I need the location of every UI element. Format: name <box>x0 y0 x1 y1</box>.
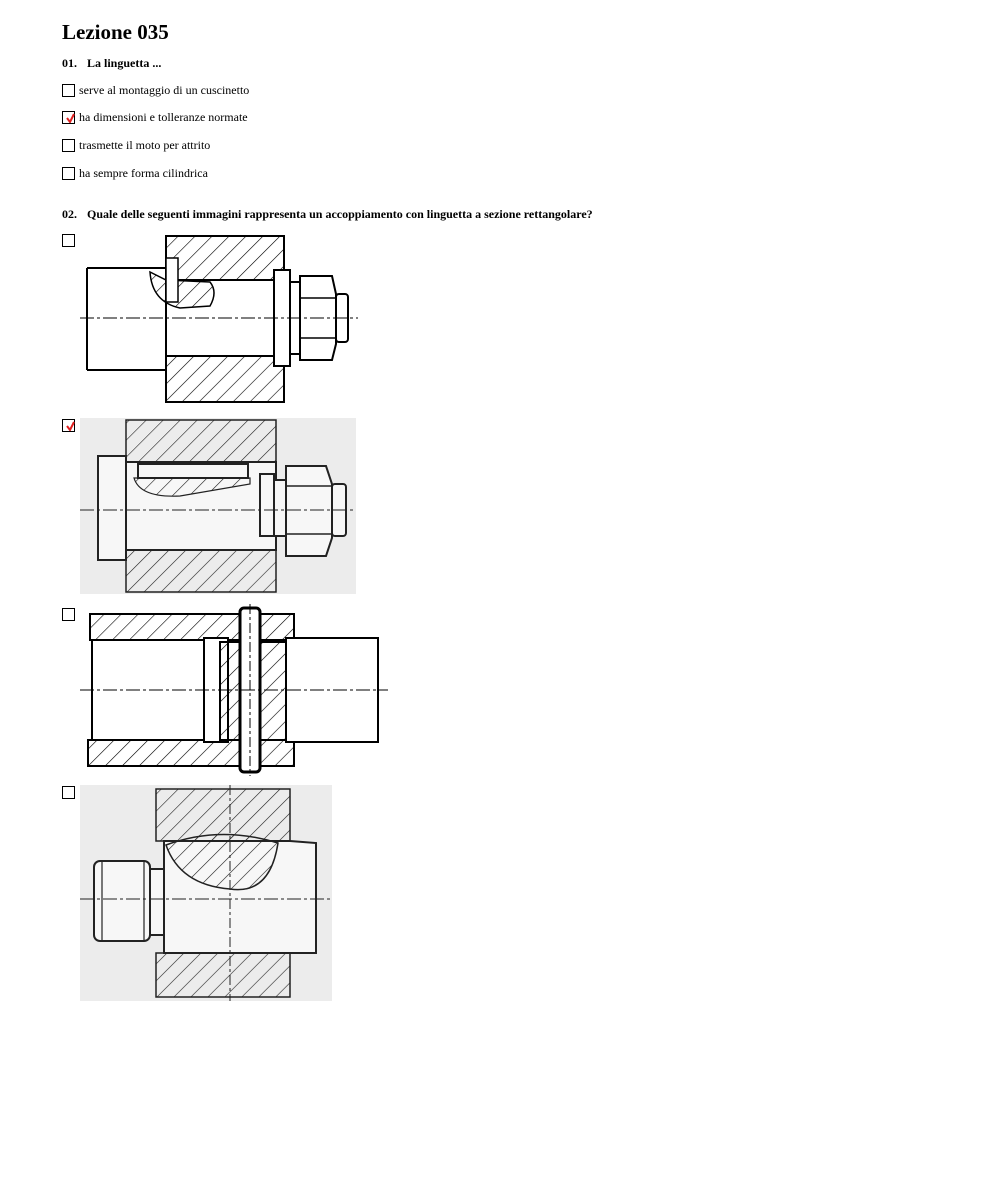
answer-checkbox[interactable] <box>62 84 75 97</box>
answer-option-selected[interactable] <box>62 109 248 125</box>
question-number: 02. <box>62 207 77 221</box>
answer-checkbox[interactable] <box>62 167 75 180</box>
answer-label: serve al montaggio di un cuscinetto <box>79 82 250 97</box>
question-text: La linguetta ... <box>87 56 162 70</box>
answer-checkbox[interactable] <box>62 139 75 152</box>
answer-checkbox[interactable] <box>62 786 75 799</box>
question-text: Quale delle seguenti immagini rappresenta un accoppiamento con linguetta a sezione rettangolare? <box>87 207 593 221</box>
answer-label: trasmette il moto per attrito <box>79 137 211 152</box>
answer-option[interactable] <box>62 165 208 181</box>
answer-checkbox-checked[interactable] <box>62 419 75 432</box>
question-02 <box>62 207 593 222</box>
answer-checkbox[interactable] <box>62 608 75 621</box>
answer-checkbox[interactable] <box>62 234 75 247</box>
answer-option[interactable] <box>62 82 249 98</box>
answer-option[interactable] <box>62 137 210 153</box>
shaft-with-woodruff-pin-drawing <box>80 232 360 408</box>
answer-label: ha sempre forma cilindrica <box>79 165 208 180</box>
question-number: 01. <box>62 56 77 70</box>
check-mark-icon <box>66 113 75 123</box>
shaft-with-rectangular-key-drawing <box>80 418 356 594</box>
answer-label: ha dimensioni e tolleranze normate <box>79 109 248 124</box>
shaft-with-cross-pin-drawing <box>80 604 390 776</box>
question-01 <box>62 56 161 71</box>
check-mark-icon <box>66 421 75 431</box>
page-title: Lezione 035 <box>62 20 169 44</box>
answer-checkbox-checked[interactable] <box>62 111 75 124</box>
shaft-with-half-moon-key-drawing <box>80 785 332 1001</box>
